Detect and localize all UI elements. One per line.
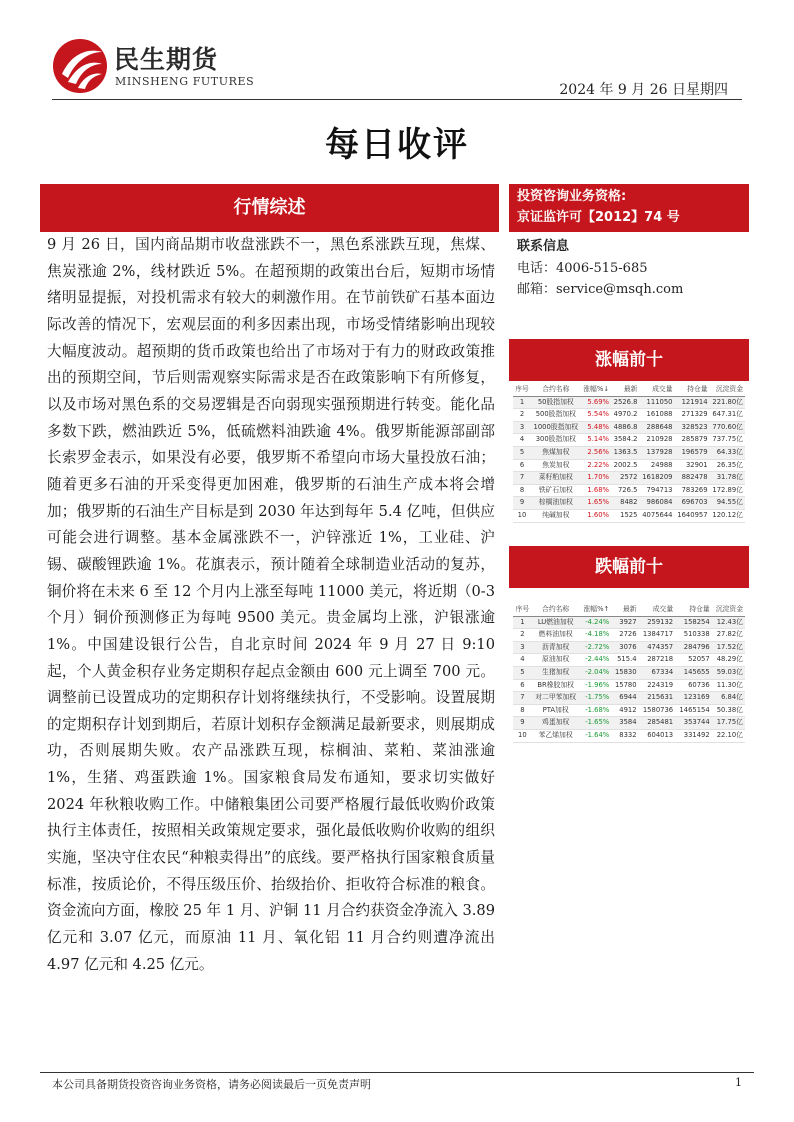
table-row — [513, 616, 745, 629]
qualification-line-1: 投资咨询业务资格: — [517, 189, 627, 204]
table-cell: 24988 — [650, 460, 673, 469]
table-cell: 1000股指加权 — [533, 422, 579, 431]
table-cell: 3 — [520, 642, 525, 651]
table-cell: 94.55亿 — [716, 498, 743, 507]
table-cell: 6 — [519, 460, 525, 469]
table-cell: 纯碱加权 — [542, 510, 570, 519]
table-cell: 8332 — [619, 730, 637, 739]
table-cell: 8482 — [620, 498, 638, 507]
table-cell: 2.56% — [587, 447, 610, 456]
table-cell: 284796 — [683, 642, 710, 651]
table-cell: 11.30亿 — [716, 680, 743, 689]
top-losers-heading: 跌幅前十 — [509, 546, 749, 588]
contact-email[interactable]: 邮箱：service@msqh.com — [517, 282, 684, 297]
table-cell: 17.52亿 — [716, 642, 743, 651]
table-row — [513, 472, 745, 485]
table-cell: 4075644 — [642, 510, 673, 519]
table-cell: 300股指加权 — [535, 435, 576, 444]
table-cell: 2.22% — [587, 460, 610, 469]
table-cell: 1384717 — [642, 630, 674, 639]
table-cell: 铁矿石加权 — [538, 485, 573, 494]
footer-disclaimer: 本公司具备期货投资咨询业务资格，请务必阅读最后一页免责声明 — [52, 1078, 371, 1091]
column-header: 涨幅%↓ — [583, 385, 610, 393]
table-cell: 3927 — [619, 617, 637, 626]
table-cell: 210928 — [646, 435, 673, 444]
table-cell: -1.75% — [585, 693, 610, 702]
table-cell: 4 — [519, 435, 525, 444]
table-cell: PTA加权 — [542, 705, 569, 714]
table-cell: 焦炭加权 — [542, 460, 570, 469]
table-cell: 604013 — [647, 730, 674, 739]
table-cell: 328523 — [681, 422, 708, 431]
qualification-box — [509, 184, 749, 232]
table-cell: 500股指加权 — [535, 410, 576, 419]
table-cell: LU燃油加权 — [537, 617, 574, 626]
table-cell: 3584.2 — [613, 435, 638, 444]
market-summary-body: 9 月 26 日，国内商品期市收盘涨跌不一，黑色系涨跌互现，焦煤、焦炭涨逾 2%，线材跌近 5%。在超预期的政策出台后，短期市场情绪明显提振，对投机需求有较大的刺激作用。在节前铁矿石基本面边际改善的情况下，宏观层面的利多因素出现，市场受情绪影响出现较大幅度波动。超预期的货币政策也给出了市场对于有力的财政政策推出的预期空间，节后则需观察实际需求是否在政策影响下有所修复，以及市场对黑色系的交易逻辑是否向弱现实强预期进行转变。能化品多数下跌，燃油跌近 5%，低硫燃料油跌逾 4%。俄罗斯能源部副部长索罗金表示，如果没有必要，俄罗斯不希望向市场大量投放石油；随着更多石油的开采变得更加困难，俄罗斯的石油生产成本将会增加；俄罗斯的石油生产目标是到 2030 年达到每年 5.4 亿吨，但供应可能会进行调整。基本金属涨跌不一，沪锌涨近 1%，工业硅、沪锡、碳酸锂跌逾 1%。花旗表示，预计随着全球制造业活动的复苏，铜价将在未来 6 至 12 个月内上涨至每吨 11000 美元，将近期（0-3 个月）铜价预测修正为每吨 9500 美元。贵金属均上涨，沪银涨逾 1%。中国建设银行公告，自北京时间 2024 年 9 月 27 日 9:10 起，个人黄金积存业务定期积存起点金额由 600 元上调至 700 元。调整前已设置成功的定期积存计划将继续执行，不受影响。设置展期的定期积存计划到期后，若原计划积存金额满足最新要求，则展期成功，否则展期失败。农产品涨跌互现，棕榈油、菜粕、菜油涨逾 1%，生猪、鸡蛋跌逾 1%。国家粮食局发布通知，要求切实做好 2024 年秋粮收购工作。中储粮集团公司要严格履行最低收购价政策执行主体责任，按照相关政策规定要求，强化最低收购价收购的组织实施，坚决守住农民“种粮卖得出”的底线。要严格执行国家粮食质量标准，按质论价，不得压级压价、抬级抬价、拒收符合标准的粮食。资金流向方面，橡胶 25 年 1 月、沪铜 11 月合约获资金净流入 3.89 亿元和 3.07 亿元，而原油 11 月、氧化铝 11 月合约则遭净流出 4.97 亿元和 4.25 亿元。 — [47, 236, 495, 973]
page-title: 每日收评 — [325, 125, 469, 165]
table-cell: 515.4 — [617, 655, 637, 664]
table-cell: 2726 — [619, 630, 637, 639]
table-cell: 3584 — [619, 718, 637, 727]
column-header: 最新 — [623, 385, 638, 393]
table-cell: 196579 — [681, 447, 708, 456]
table-cell: 224319 — [647, 680, 674, 689]
table-cell: 8 — [519, 485, 525, 494]
table-cell: 285879 — [681, 435, 708, 444]
top-losers-table — [513, 604, 745, 743]
table-row — [513, 446, 745, 459]
table-cell: 5 — [520, 667, 525, 676]
table-cell: 7 — [520, 693, 525, 702]
table-cell: 50.38亿 — [716, 705, 743, 714]
column-header: 最新 — [622, 605, 637, 613]
table-cell: 4 — [520, 655, 525, 664]
market-summary-heading: 行情综述 — [40, 184, 499, 232]
table-cell: 145655 — [683, 667, 710, 676]
table-cell: 棕榈油加权 — [538, 498, 573, 507]
table-cell: 3 — [519, 422, 525, 431]
table-cell: 6.84亿 — [721, 693, 743, 702]
table-cell: 1363.5 — [613, 447, 638, 456]
top-gainers-heading: 涨幅前十 — [509, 339, 749, 381]
table-cell: 696703 — [681, 498, 708, 507]
column-header: 序号 — [515, 385, 529, 393]
table-cell: 111050 — [646, 397, 673, 406]
table-cell: 353744 — [683, 718, 710, 727]
table-cell: 4886.8 — [613, 422, 638, 431]
table-cell: 1618209 — [642, 473, 673, 482]
minsheng-logo-icon — [52, 38, 108, 94]
table-cell: 474357 — [647, 642, 674, 651]
table-cell: 1640957 — [677, 510, 708, 519]
table-cell: 1.65% — [587, 498, 610, 507]
table-cell: 215631 — [647, 693, 674, 702]
table-cell: 菜籽粕加权 — [538, 473, 573, 482]
column-header: 成交量 — [652, 605, 674, 613]
table-cell: 172.89亿 — [712, 485, 743, 494]
table-row — [513, 729, 745, 742]
column-header: 成交量 — [652, 385, 673, 393]
table-cell: 9 — [519, 498, 525, 507]
table-row — [513, 654, 745, 667]
column-header: 持仓量 — [689, 605, 710, 613]
table-row — [513, 421, 745, 434]
table-cell: 3076 — [619, 642, 637, 651]
column-header: 涨幅%↑ — [583, 605, 610, 613]
table-cell: 2526.8 — [613, 397, 638, 406]
table-cell: 737.75亿 — [712, 435, 743, 444]
table-cell: 12.43亿 — [716, 617, 743, 626]
column-header: 沉淀资金 — [715, 385, 743, 393]
table-cell: 15780 — [614, 680, 637, 689]
qualification-line-2: 京证监许可【2012】74 号 — [517, 210, 680, 225]
table-cell: 苯乙烯加权 — [538, 730, 573, 739]
table-header-row — [513, 604, 745, 616]
table-cell: 120.12亿 — [712, 510, 743, 519]
column-header: 合约名称 — [542, 605, 570, 613]
table-cell: 5.14% — [587, 435, 610, 444]
report-date: 2024 年 9 月 26 日星期四 — [559, 82, 728, 98]
footer-divider — [40, 1072, 754, 1073]
table-cell: 1 — [520, 617, 525, 626]
header-divider — [52, 99, 742, 100]
table-cell: 沥青加权 — [542, 642, 570, 651]
table-cell: 59.03亿 — [716, 667, 743, 676]
table-cell: 1525 — [620, 510, 638, 519]
table-cell: -1.96% — [585, 680, 610, 689]
table-cell: 焦煤加权 — [542, 447, 570, 456]
table-cell: 510338 — [683, 630, 710, 639]
table-cell: 31.78亿 — [716, 473, 743, 482]
table-row — [513, 484, 745, 497]
table-cell: 5.54% — [587, 410, 610, 419]
table-cell: 生猪加权 — [542, 667, 570, 676]
table-cell: 17.75亿 — [716, 718, 743, 727]
table-cell: 986084 — [646, 498, 673, 507]
table-cell: 4970.2 — [613, 410, 638, 419]
table-cell: 161088 — [646, 410, 673, 419]
logo-english-name: MINSHENG FUTURES — [115, 75, 255, 88]
table-cell: 794713 — [646, 485, 673, 494]
column-header: 沉淀资金 — [715, 605, 743, 613]
table-cell: 123169 — [683, 693, 710, 702]
table-row — [513, 704, 745, 717]
table-cell: 121914 — [681, 397, 708, 406]
top-gainers-table — [513, 384, 745, 523]
table-cell: 5.48% — [587, 422, 610, 431]
contact-info — [517, 236, 683, 301]
table-cell: 32901 — [685, 460, 708, 469]
table-cell: 4912 — [619, 705, 637, 714]
table-row — [513, 629, 745, 642]
table-cell: 1.70% — [587, 473, 610, 482]
table-cell: 15830 — [614, 667, 637, 676]
table-cell: 10 — [518, 730, 527, 739]
table-cell: 2002.5 — [613, 460, 638, 469]
logo-chinese-name: 民生期货 — [114, 45, 219, 74]
table-cell: -2.72% — [585, 642, 610, 651]
table-cell: 288648 — [646, 422, 673, 431]
table-cell: 50股指加权 — [537, 397, 574, 406]
table-cell: 22.10亿 — [716, 730, 743, 739]
table-row — [513, 679, 745, 692]
company-logo — [52, 38, 255, 94]
table-cell: 726.5 — [617, 485, 638, 494]
table-cell: 5.69% — [587, 397, 610, 406]
page-number: 1 — [735, 1076, 742, 1089]
table-cell: 26.35亿 — [716, 460, 743, 469]
table-cell: 137928 — [646, 447, 673, 456]
table-cell: 对二甲苯加权 — [535, 693, 577, 702]
table-cell: 10 — [517, 510, 527, 519]
table-cell: 285481 — [647, 718, 674, 727]
table-cell: 271329 — [681, 410, 708, 419]
table-cell: -2.44% — [585, 655, 610, 664]
table-cell: 2 — [520, 630, 525, 639]
table-cell: 鸡蛋加权 — [542, 718, 570, 727]
table-cell: 27.82亿 — [716, 630, 743, 639]
table-cell: 48.29亿 — [716, 655, 743, 664]
table-cell: 2 — [519, 410, 525, 419]
table-header-row — [513, 384, 745, 396]
table-row — [513, 459, 745, 472]
table-cell: 60736 — [688, 680, 710, 689]
table-row — [513, 396, 745, 409]
table-cell: -1.65% — [585, 718, 610, 727]
table-cell: 6 — [520, 680, 525, 689]
table-cell: -1.68% — [585, 705, 610, 714]
table-cell: 燃料油加权 — [538, 630, 573, 639]
table-cell: 1580736 — [642, 705, 674, 714]
table-row — [513, 666, 745, 679]
table-row — [513, 509, 745, 522]
table-cell: 52057 — [688, 655, 710, 664]
table-cell: 158254 — [683, 617, 710, 626]
contact-heading: 联系信息 — [517, 239, 570, 254]
table-cell: 1 — [519, 397, 525, 406]
column-header: 序号 — [515, 605, 530, 613]
table-row — [513, 434, 745, 447]
table-cell: 1.68% — [587, 485, 610, 494]
table-cell: BR橡胶加权 — [537, 680, 574, 689]
table-cell: 7 — [519, 473, 525, 482]
table-cell: 6944 — [619, 693, 637, 702]
table-row — [513, 692, 745, 705]
table-cell: 770.60亿 — [712, 422, 743, 431]
table-cell: 647.31亿 — [712, 410, 743, 419]
table-cell: 2572 — [620, 473, 638, 482]
table-row — [513, 641, 745, 654]
table-cell: 287218 — [647, 655, 674, 664]
table-row — [513, 497, 745, 510]
table-row — [513, 409, 745, 422]
table-cell: -4.24% — [585, 617, 610, 626]
table-cell: -4.18% — [585, 630, 610, 639]
column-header: 合约名称 — [542, 385, 570, 393]
table-cell: 882478 — [681, 473, 708, 482]
table-cell: 783269 — [681, 485, 708, 494]
table-cell: 9 — [520, 718, 525, 727]
table-cell: 331492 — [683, 730, 710, 739]
column-header: 持仓量 — [687, 385, 708, 393]
table-cell: 259132 — [647, 617, 674, 626]
table-cell: 221.80亿 — [712, 397, 743, 406]
table-cell: 8 — [520, 705, 525, 714]
table-cell: 5 — [519, 447, 525, 456]
table-cell: 原油加权 — [542, 655, 570, 664]
table-cell: 67334 — [651, 667, 674, 676]
contact-phone: 电话：4006-515-685 — [517, 260, 648, 276]
table-row — [513, 717, 745, 730]
table-cell: 1.60% — [587, 510, 610, 519]
table-cell: 1465154 — [679, 705, 710, 714]
table-cell: 64.33亿 — [716, 447, 743, 456]
table-cell: -2.04% — [585, 667, 610, 676]
table-cell: -1.64% — [585, 730, 610, 739]
